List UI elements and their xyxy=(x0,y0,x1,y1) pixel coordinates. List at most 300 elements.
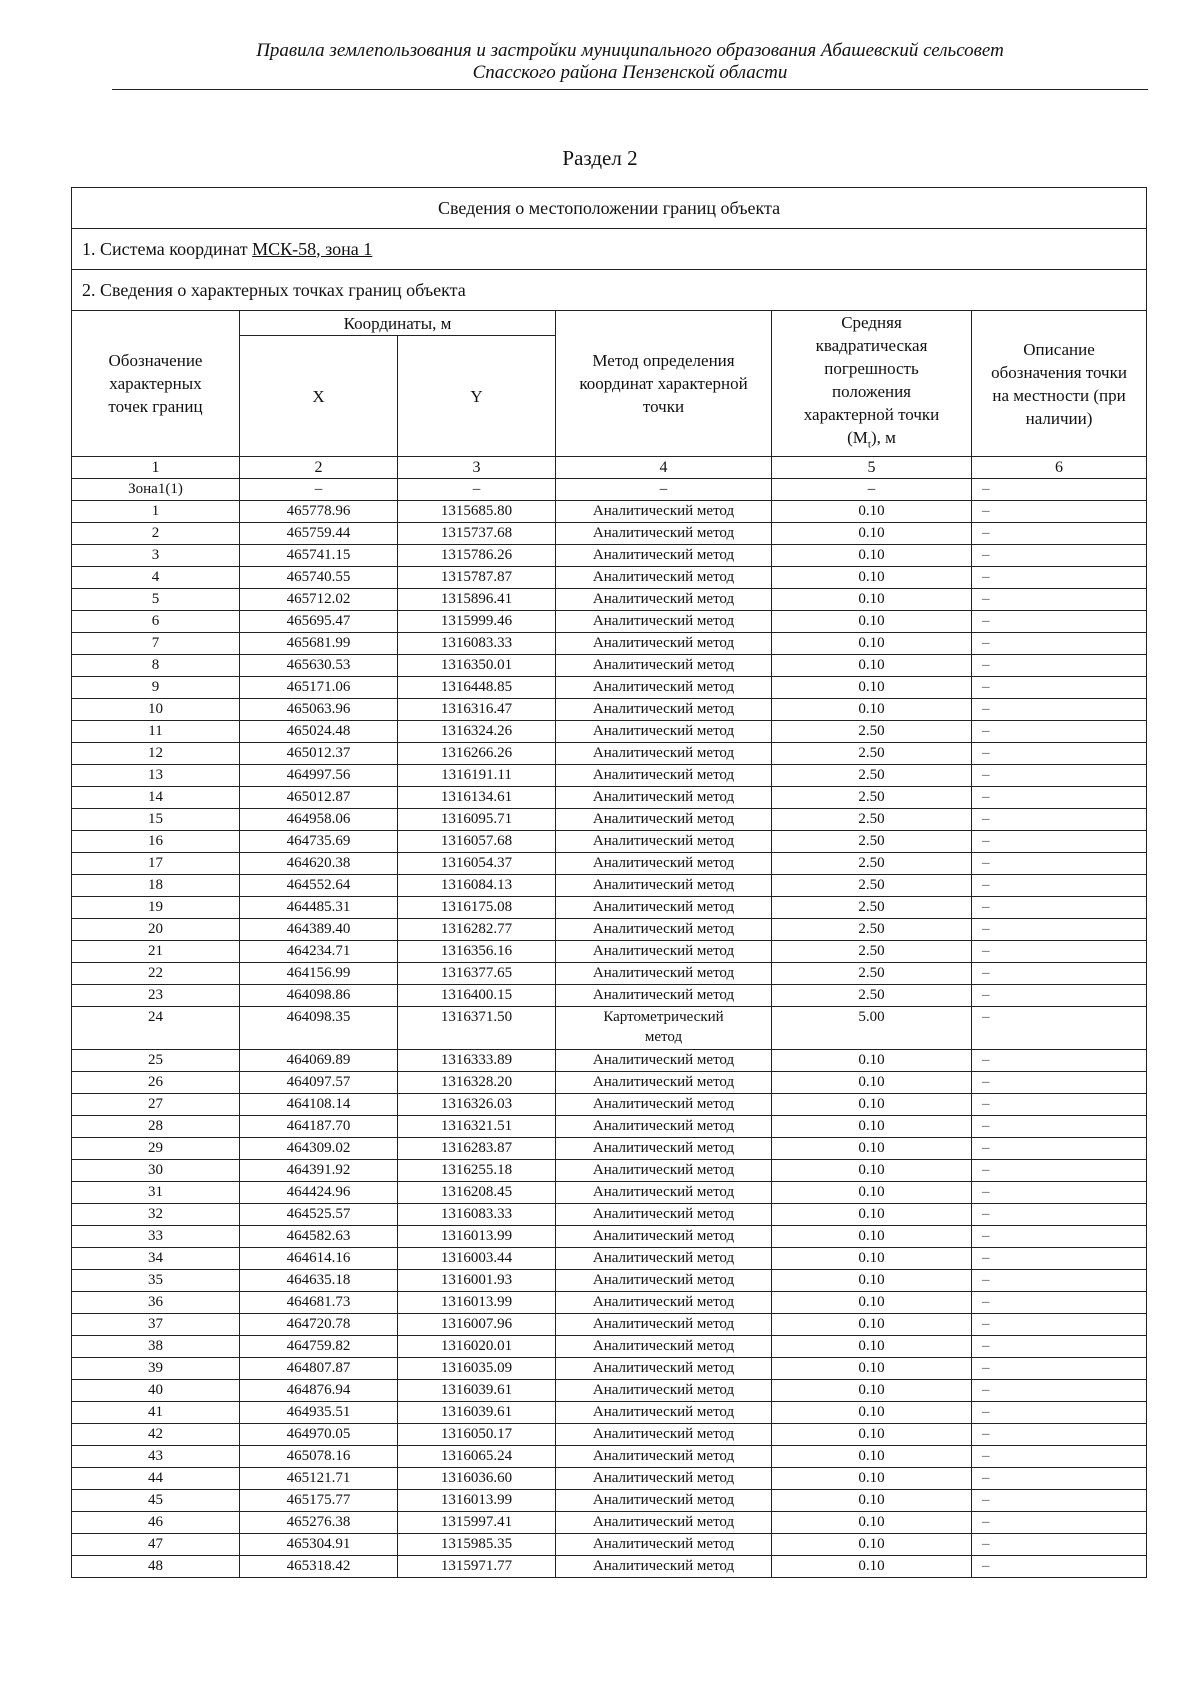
method-cell: Аналитический метод xyxy=(556,1116,772,1138)
y-coord-cell: 1315999.46 xyxy=(398,611,556,633)
method-cell: Аналитический метод xyxy=(556,1072,772,1094)
method-cell: Аналитический метод xyxy=(556,831,772,853)
table-row xyxy=(72,1138,1147,1160)
error-cell: 0.10 xyxy=(772,1556,972,1578)
point-id-cell: 29 xyxy=(72,1138,240,1160)
column-number: 5 xyxy=(772,457,972,479)
table-row xyxy=(72,1007,1147,1050)
y-coord-cell: 1316175.08 xyxy=(398,897,556,919)
table-row xyxy=(72,1446,1147,1468)
point-id-cell: 13 xyxy=(72,765,240,787)
point-id-cell: 42 xyxy=(72,1424,240,1446)
y-coord-cell: 1315685.80 xyxy=(398,501,556,523)
error-cell: 2.50 xyxy=(772,919,972,941)
x-coord-cell: 464389.40 xyxy=(240,919,398,941)
y-coord-cell: 1316065.24 xyxy=(398,1446,556,1468)
x-coord-cell: 464614.16 xyxy=(240,1248,398,1270)
point-id-cell: 48 xyxy=(72,1556,240,1578)
method-cell: Аналитический метод xyxy=(556,1270,772,1292)
x-coord-cell: – xyxy=(240,479,398,501)
method-cell: Аналитический метод xyxy=(556,523,772,545)
x-coord-cell: 465712.02 xyxy=(240,589,398,611)
method-cell: Аналитический метод xyxy=(556,809,772,831)
table-row xyxy=(72,1424,1147,1446)
method-cell: – xyxy=(556,479,772,501)
x-coord-cell: 464876.94 xyxy=(240,1380,398,1402)
y-coord-cell: 1316013.99 xyxy=(398,1490,556,1512)
header-divider xyxy=(112,89,1148,90)
x-coord-cell: 465318.42 xyxy=(240,1556,398,1578)
point-id-cell: 18 xyxy=(72,875,240,897)
description-cell: – xyxy=(972,545,1147,567)
y-coord-cell: 1316013.99 xyxy=(398,1292,556,1314)
x-coord-cell: 465024.48 xyxy=(240,721,398,743)
x-coord-cell: 464759.82 xyxy=(240,1336,398,1358)
y-coord-cell: 1316448.85 xyxy=(398,677,556,699)
description-cell: – xyxy=(972,1007,1147,1050)
method-cell: Аналитический метод xyxy=(556,1314,772,1336)
method-cell: Аналитический метод xyxy=(556,589,772,611)
point-id-cell: 17 xyxy=(72,853,240,875)
description-cell: – xyxy=(972,765,1147,787)
error-cell: 0.10 xyxy=(772,1336,972,1358)
description-cell: – xyxy=(972,875,1147,897)
method-cell: Аналитический метод xyxy=(556,985,772,1007)
error-cell: 2.50 xyxy=(772,831,972,853)
error-cell: 0.10 xyxy=(772,1116,972,1138)
column-number: 1 xyxy=(72,457,240,479)
y-coord-cell: 1316020.01 xyxy=(398,1336,556,1358)
table-row xyxy=(72,545,1147,567)
x-coord-cell: 465778.96 xyxy=(240,501,398,523)
description-cell: – xyxy=(972,787,1147,809)
description-cell: – xyxy=(972,1512,1147,1534)
table-row xyxy=(72,1512,1147,1534)
y-coord-cell: 1316083.33 xyxy=(398,633,556,655)
method-cell: Аналитический метод xyxy=(556,1468,772,1490)
description-cell: – xyxy=(972,523,1147,545)
error-cell: 0.10 xyxy=(772,1094,972,1116)
error-cell: 0.10 xyxy=(772,699,972,721)
point-id-cell: 20 xyxy=(72,919,240,941)
point-id-cell: 15 xyxy=(72,809,240,831)
point-id-cell: 2 xyxy=(72,523,240,545)
table-row xyxy=(72,1072,1147,1094)
table-row xyxy=(72,655,1147,677)
method-cell: Аналитический метод xyxy=(556,1534,772,1556)
y-coord-cell: 1316039.61 xyxy=(398,1380,556,1402)
description-cell: – xyxy=(972,853,1147,875)
header-description: Описание обозначения точки на местности (при наличии) xyxy=(972,311,1147,457)
x-coord-cell: 464681.73 xyxy=(240,1292,398,1314)
description-cell: – xyxy=(972,1534,1147,1556)
point-id-cell: 40 xyxy=(72,1380,240,1402)
description-cell: – xyxy=(972,963,1147,985)
table-row xyxy=(72,479,1147,501)
y-coord-cell: 1316321.51 xyxy=(398,1116,556,1138)
y-coord-cell: 1315896.41 xyxy=(398,589,556,611)
coord-system-cell xyxy=(72,229,1147,270)
x-coord-cell: 464735.69 xyxy=(240,831,398,853)
error-cell: 5.00 xyxy=(772,1007,972,1050)
point-id-cell: 8 xyxy=(72,655,240,677)
method-cell: Аналитический метод xyxy=(556,875,772,897)
error-cell: 0.10 xyxy=(772,1468,972,1490)
table-row xyxy=(72,853,1147,875)
method-cell: Аналитический метод xyxy=(556,1380,772,1402)
table-row xyxy=(72,1160,1147,1182)
error-cell: 0.10 xyxy=(772,589,972,611)
coord-system-value: МСК-58, зона 1 xyxy=(252,238,373,259)
description-cell: – xyxy=(972,1116,1147,1138)
error-cell: 2.50 xyxy=(772,853,972,875)
table-row xyxy=(72,1402,1147,1424)
x-coord-cell: 464098.86 xyxy=(240,985,398,1007)
x-coord-cell: 465012.87 xyxy=(240,787,398,809)
description-cell: – xyxy=(972,831,1147,853)
table-row xyxy=(72,765,1147,787)
method-cell: Аналитический метод xyxy=(556,1490,772,1512)
method-cell: Аналитический метод xyxy=(556,611,772,633)
x-coord-cell: 464097.57 xyxy=(240,1072,398,1094)
table-caption-row xyxy=(72,188,1147,229)
point-id-cell: 35 xyxy=(72,1270,240,1292)
header-x: X xyxy=(240,336,398,457)
y-coord-cell: 1316013.99 xyxy=(398,1226,556,1248)
x-coord-cell: 464997.56 xyxy=(240,765,398,787)
description-cell: – xyxy=(972,1402,1147,1424)
method-cell: Аналитический метод xyxy=(556,1160,772,1182)
table-row xyxy=(72,677,1147,699)
point-id-cell: 45 xyxy=(72,1490,240,1512)
description-cell: – xyxy=(972,655,1147,677)
method-cell: Аналитический метод xyxy=(556,501,772,523)
column-numbers-row xyxy=(72,457,1147,479)
point-id-cell: 27 xyxy=(72,1094,240,1116)
header-point: Обозначение характерных точек границ xyxy=(72,311,240,457)
x-coord-cell: 464234.71 xyxy=(240,941,398,963)
y-coord-cell: 1316266.26 xyxy=(398,743,556,765)
description-cell: – xyxy=(972,567,1147,589)
method-cell: Аналитический метод xyxy=(556,721,772,743)
y-coord-cell: 1316324.26 xyxy=(398,721,556,743)
error-cell: 2.50 xyxy=(772,897,972,919)
description-cell: – xyxy=(972,985,1147,1007)
y-coord-cell: 1316084.13 xyxy=(398,875,556,897)
table-row xyxy=(72,1116,1147,1138)
header-coords: Координаты, м xyxy=(240,311,556,336)
y-coord-cell: 1316377.65 xyxy=(398,963,556,985)
error-cell: 0.10 xyxy=(772,1358,972,1380)
y-coord-cell: 1316333.89 xyxy=(398,1050,556,1072)
method-cell: Аналитический метод xyxy=(556,919,772,941)
y-coord-cell: 1316057.68 xyxy=(398,831,556,853)
error-cell: 0.10 xyxy=(772,1138,972,1160)
description-cell: – xyxy=(972,1072,1147,1094)
error-cell: 2.50 xyxy=(772,743,972,765)
point-id-cell: 14 xyxy=(72,787,240,809)
header-error: Средняя квадратическая погрешность положения характерной точки $(M_t)$, м xyxy=(772,311,972,457)
column-number: 3 xyxy=(398,457,556,479)
method-cell: Аналитический метод xyxy=(556,963,772,985)
header-line-2: Спасского района Пензенской области xyxy=(472,62,788,83)
y-coord-cell: 1316003.44 xyxy=(398,1248,556,1270)
table-row xyxy=(72,567,1147,589)
description-cell: – xyxy=(972,721,1147,743)
x-coord-cell: 464098.35 xyxy=(240,1007,398,1050)
point-id-cell: 28 xyxy=(72,1116,240,1138)
error-cell: 0.10 xyxy=(772,1534,972,1556)
description-cell: – xyxy=(972,1182,1147,1204)
point-id-cell: 32 xyxy=(72,1204,240,1226)
y-coord-cell: 1316282.77 xyxy=(398,919,556,941)
point-id-cell: 21 xyxy=(72,941,240,963)
x-coord-cell: 464935.51 xyxy=(240,1402,398,1424)
table-row xyxy=(72,787,1147,809)
error-cell: 2.50 xyxy=(772,875,972,897)
x-coord-cell: 464391.92 xyxy=(240,1160,398,1182)
error-cell: 2.50 xyxy=(772,941,972,963)
error-cell: 2.50 xyxy=(772,985,972,1007)
y-coord-cell: 1316283.87 xyxy=(398,1138,556,1160)
y-coord-cell: 1316371.50 xyxy=(398,1007,556,1050)
x-coord-cell: 465304.91 xyxy=(240,1534,398,1556)
description-cell: – xyxy=(972,633,1147,655)
y-coord-cell: 1316050.17 xyxy=(398,1424,556,1446)
y-coord-cell: 1315787.87 xyxy=(398,567,556,589)
description-cell: – xyxy=(972,479,1147,501)
header-y: Y xyxy=(398,336,556,457)
error-cell: 2.50 xyxy=(772,765,972,787)
table-row xyxy=(72,633,1147,655)
x-coord-cell: 464156.99 xyxy=(240,963,398,985)
table-row xyxy=(72,1468,1147,1490)
point-id-cell: 44 xyxy=(72,1468,240,1490)
x-coord-cell: 464620.38 xyxy=(240,853,398,875)
y-coord-cell: 1316054.37 xyxy=(398,853,556,875)
table-row xyxy=(72,501,1147,523)
table-row xyxy=(72,1490,1147,1512)
x-coord-cell: 464187.70 xyxy=(240,1116,398,1138)
table-row xyxy=(72,1314,1147,1336)
points-info-row xyxy=(72,270,1147,311)
table-row xyxy=(72,1204,1147,1226)
point-id-cell: 46 xyxy=(72,1512,240,1534)
table-row xyxy=(72,721,1147,743)
header-line-1: Правила землепользования и застройки муниципального образования Абашевский сельсовет xyxy=(256,40,1004,61)
table-row xyxy=(72,1534,1147,1556)
column-number: 2 xyxy=(240,457,398,479)
x-coord-cell: 465078.16 xyxy=(240,1446,398,1468)
header-method: Метод определения координат характерной точки xyxy=(556,311,772,457)
point-id-cell: 7 xyxy=(72,633,240,655)
column-number: 4 xyxy=(556,457,772,479)
table-row xyxy=(72,1556,1147,1578)
table-row xyxy=(72,919,1147,941)
error-cell: – xyxy=(772,479,972,501)
description-cell: – xyxy=(972,809,1147,831)
method-cell: Аналитический метод xyxy=(556,1050,772,1072)
table-row xyxy=(72,1380,1147,1402)
y-coord-cell: 1316007.96 xyxy=(398,1314,556,1336)
description-cell: – xyxy=(972,589,1147,611)
y-coord-cell: 1315997.41 xyxy=(398,1512,556,1534)
point-id-cell: 10 xyxy=(72,699,240,721)
method-cell: Аналитический метод xyxy=(556,699,772,721)
y-coord-cell: 1316316.47 xyxy=(398,699,556,721)
method-cell: Картометрический метод xyxy=(556,1007,772,1050)
x-coord-cell: 464720.78 xyxy=(240,1314,398,1336)
x-coord-cell: 464635.18 xyxy=(240,1270,398,1292)
table-row xyxy=(72,897,1147,919)
x-coord-cell: 465759.44 xyxy=(240,523,398,545)
point-id-cell: 37 xyxy=(72,1314,240,1336)
table-row xyxy=(72,589,1147,611)
table-row xyxy=(72,1182,1147,1204)
description-cell: – xyxy=(972,1336,1147,1358)
point-id-cell: 39 xyxy=(72,1358,240,1380)
error-cell: 0.10 xyxy=(772,1490,972,1512)
error-cell: 0.10 xyxy=(772,1248,972,1270)
description-cell: – xyxy=(972,897,1147,919)
table-row xyxy=(72,1050,1147,1072)
column-number: 6 xyxy=(972,457,1147,479)
y-coord-cell: 1316326.03 xyxy=(398,1094,556,1116)
table-row xyxy=(72,1292,1147,1314)
method-cell: Аналитический метод xyxy=(556,1248,772,1270)
description-cell: – xyxy=(972,1446,1147,1468)
point-id-cell: 1 xyxy=(72,501,240,523)
point-id-cell: 19 xyxy=(72,897,240,919)
table-row xyxy=(72,1358,1147,1380)
y-coord-cell: 1315985.35 xyxy=(398,1534,556,1556)
error-cell: 0.10 xyxy=(772,1270,972,1292)
error-cell: 0.10 xyxy=(772,1380,972,1402)
description-cell: – xyxy=(972,1094,1147,1116)
header-row-1 xyxy=(72,311,1147,336)
error-cell: 0.10 xyxy=(772,1226,972,1248)
table-row xyxy=(72,611,1147,633)
y-coord-cell: 1316001.93 xyxy=(398,1270,556,1292)
description-cell: – xyxy=(972,1050,1147,1072)
y-coord-cell: 1316350.01 xyxy=(398,655,556,677)
method-cell: Аналитический метод xyxy=(556,1424,772,1446)
y-coord-cell: – xyxy=(398,479,556,501)
x-coord-cell: 464807.87 xyxy=(240,1358,398,1380)
y-coord-cell: 1316134.61 xyxy=(398,787,556,809)
table-row xyxy=(72,831,1147,853)
x-coord-cell: 465681.99 xyxy=(240,633,398,655)
x-coord-cell: 464424.96 xyxy=(240,1182,398,1204)
description-cell: – xyxy=(972,1490,1147,1512)
error-cell: 0.10 xyxy=(772,1204,972,1226)
method-cell: Аналитический метод xyxy=(556,1446,772,1468)
section-title: Раздел 2 xyxy=(562,146,638,170)
description-cell: – xyxy=(972,1226,1147,1248)
point-id-cell: 26 xyxy=(72,1072,240,1094)
point-id-cell: 23 xyxy=(72,985,240,1007)
y-coord-cell: 1316208.45 xyxy=(398,1182,556,1204)
error-cell: 0.10 xyxy=(772,1182,972,1204)
method-cell: Аналитический метод xyxy=(556,567,772,589)
error-cell: 0.10 xyxy=(772,1424,972,1446)
x-coord-cell: 465121.71 xyxy=(240,1468,398,1490)
y-coord-cell: 1315737.68 xyxy=(398,523,556,545)
coord-system-label: 1. Система координат xyxy=(82,238,253,259)
y-coord-cell: 1316036.60 xyxy=(398,1468,556,1490)
method-cell: Аналитический метод xyxy=(556,765,772,787)
y-coord-cell: 1316328.20 xyxy=(398,1072,556,1094)
description-cell: – xyxy=(972,1160,1147,1182)
description-cell: – xyxy=(972,1314,1147,1336)
point-id-cell: 16 xyxy=(72,831,240,853)
description-cell: – xyxy=(972,1248,1147,1270)
method-cell: Аналитический метод xyxy=(556,897,772,919)
table-row xyxy=(72,743,1147,765)
method-cell: Аналитический метод xyxy=(556,1182,772,1204)
y-coord-cell: 1315786.26 xyxy=(398,545,556,567)
point-id-cell: 31 xyxy=(72,1182,240,1204)
point-id-cell: 12 xyxy=(72,743,240,765)
error-cell: 0.10 xyxy=(772,1446,972,1468)
x-coord-cell: 465630.53 xyxy=(240,655,398,677)
error-cell: 2.50 xyxy=(772,787,972,809)
x-coord-cell: 464552.64 xyxy=(240,875,398,897)
point-id-cell: 38 xyxy=(72,1336,240,1358)
method-cell: Аналитический метод xyxy=(556,1138,772,1160)
error-cell: 0.10 xyxy=(772,1160,972,1182)
method-cell: Аналитический метод xyxy=(556,853,772,875)
x-coord-cell: 464485.31 xyxy=(240,897,398,919)
error-cell: 2.50 xyxy=(772,809,972,831)
y-coord-cell: 1316083.33 xyxy=(398,1204,556,1226)
point-id-cell: 33 xyxy=(72,1226,240,1248)
x-coord-cell: 464309.02 xyxy=(240,1138,398,1160)
description-cell: – xyxy=(972,677,1147,699)
error-cell: 0.10 xyxy=(772,677,972,699)
point-id-cell: 34 xyxy=(72,1248,240,1270)
table-caption: Сведения о местоположении границ объекта xyxy=(72,188,1147,229)
method-cell: Аналитический метод xyxy=(556,1226,772,1248)
description-cell: – xyxy=(972,1424,1147,1446)
method-cell: Аналитический метод xyxy=(556,1204,772,1226)
point-id-cell: 11 xyxy=(72,721,240,743)
error-cell: 0.10 xyxy=(772,1050,972,1072)
x-coord-cell: 464069.89 xyxy=(240,1050,398,1072)
x-coord-cell: 464958.06 xyxy=(240,809,398,831)
method-cell: Аналитический метод xyxy=(556,1556,772,1578)
x-coord-cell: 464525.57 xyxy=(240,1204,398,1226)
description-cell: – xyxy=(972,1468,1147,1490)
table-row xyxy=(72,1226,1147,1248)
method-cell: Аналитический метод xyxy=(556,1094,772,1116)
error-cell: 0.10 xyxy=(772,1292,972,1314)
y-coord-cell: 1316039.61 xyxy=(398,1402,556,1424)
table-row xyxy=(72,1248,1147,1270)
table-row xyxy=(72,809,1147,831)
description-cell: – xyxy=(972,611,1147,633)
table-row xyxy=(72,1094,1147,1116)
error-cell: 0.10 xyxy=(772,1402,972,1424)
x-coord-cell: 465740.55 xyxy=(240,567,398,589)
description-cell: – xyxy=(972,1556,1147,1578)
method-cell: Аналитический метод xyxy=(556,1292,772,1314)
point-id-cell: 36 xyxy=(72,1292,240,1314)
y-coord-cell: 1316035.09 xyxy=(398,1358,556,1380)
description-cell: – xyxy=(972,501,1147,523)
method-cell: Аналитический метод xyxy=(556,633,772,655)
point-id-cell: 41 xyxy=(72,1402,240,1424)
